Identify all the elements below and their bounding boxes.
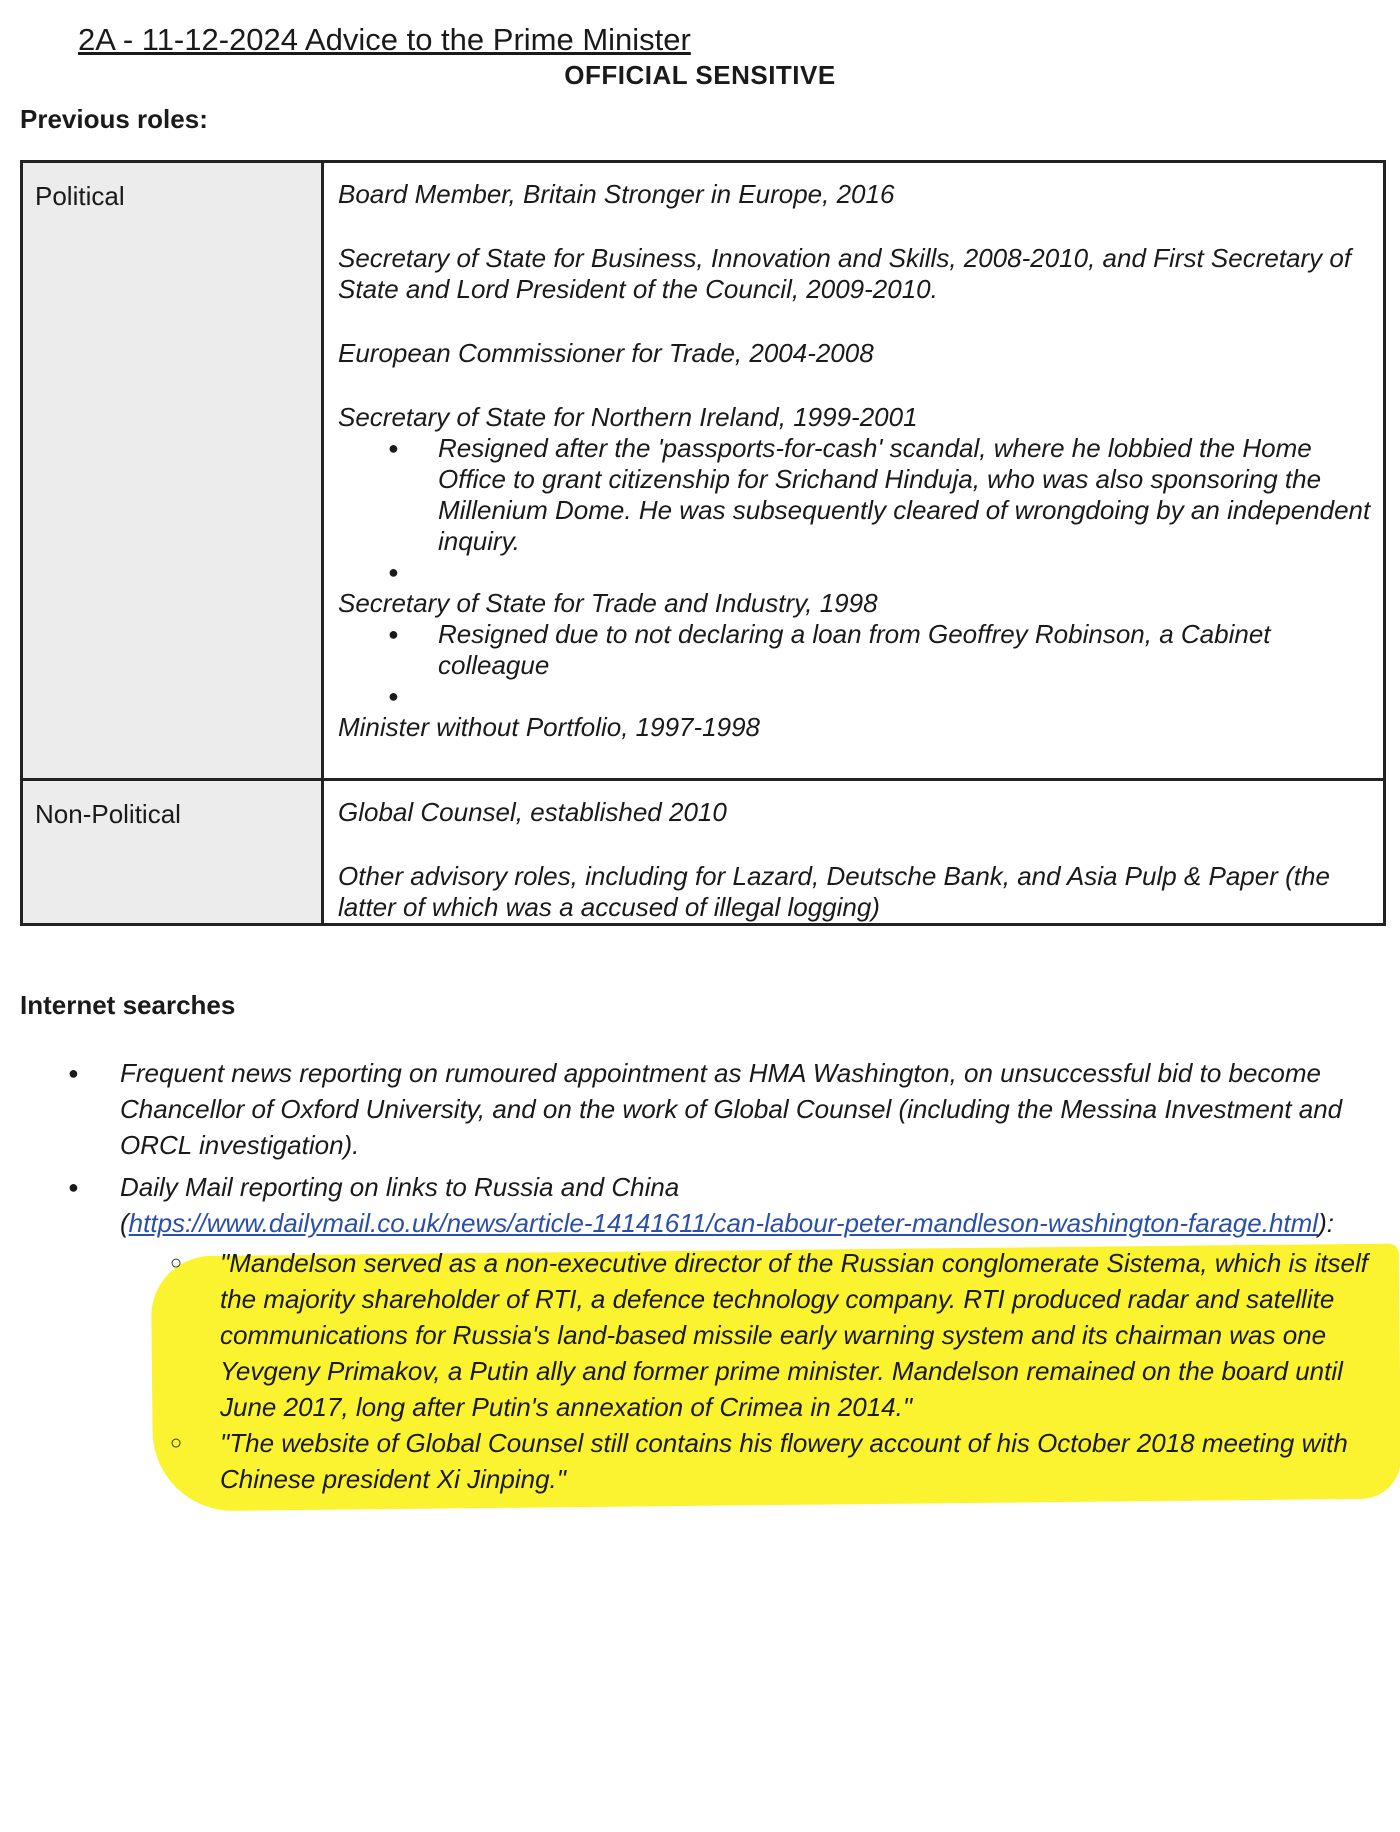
- quote-text: "Mandelson served as a non-executive director of the Russian conglomerate Sistema, which is itself the majority shareholder of RTI, a defence technology company. RTI produced radar and satellite communications for Russia's land-based missile early warning system and its chairman was one Yevgeny Primakov, a Putin ally and former prime minister. Mandelson remained on the board until June 2017, long after Putin's annexation of Crimea in 2014.": [220, 1248, 1369, 1422]
- role-title: Secretary of State for Business, Innovation and Skills, 2008-2010, and First Secretary of State and Lord President of the Council, 2009-2010.: [338, 243, 1352, 304]
- role-title: Other advisory roles, including for Lazard, Deutsche Bank, and Asia Pulp & Paper (the latter of which was a accused of illegal logging): [338, 861, 1330, 922]
- category-label-political: Political: [35, 181, 125, 211]
- hollow-bullet-icon: ○: [170, 1252, 183, 1274]
- role-title: Board Member, Britain Stronger in Europe, 2016: [338, 179, 895, 209]
- non-political-row: [22, 780, 1385, 925]
- quote-text: "The website of Global Counsel still contains his flowery account of his October 2018 meeting with Chinese president Xi Jinping.": [220, 1428, 1348, 1494]
- category-label-non-political: Non-Political: [35, 799, 181, 829]
- daily-mail-link[interactable]: https://www.dailymail.co.uk/news/article-14141611/can-labour-peter-mandleson-washington-farage.html: [128, 1208, 1319, 1238]
- role-entry: [338, 712, 1371, 743]
- role-title: Secretary of State for Trade and Industry, 1998: [338, 588, 878, 618]
- list-item: [60, 1055, 1370, 1163]
- roles-table: [20, 160, 1386, 926]
- roles-cell-political: [323, 162, 1385, 780]
- role-entry: [338, 402, 1371, 588]
- search-item-text: Daily Mail reporting on links to Russia and China: [120, 1172, 680, 1202]
- role-entry: [338, 797, 1371, 828]
- classification-marking: OFFICIAL SENSITIVE: [564, 60, 836, 90]
- list-item: [60, 1169, 1370, 1497]
- quote-item: [120, 1245, 1370, 1425]
- role-notes: [338, 433, 1371, 588]
- role-note: ● Resigned due to not declaring a loan from Geoffrey Robinson, a Cabinet colleague: [338, 619, 1371, 681]
- bullet-icon: ●: [68, 1177, 79, 1197]
- document-title: 2A - 11-12-2024 Advice to the Prime Minister: [78, 22, 691, 57]
- role-title: Minister without Portfolio, 1997-1998: [338, 712, 761, 742]
- role-notes: [338, 619, 1371, 712]
- empty-bullet: [338, 557, 1371, 588]
- link-open-paren: (: [120, 1208, 129, 1238]
- role-title: Global Counsel, established 2010: [338, 797, 727, 827]
- role-entry: [338, 179, 1371, 210]
- role-title: European Commissioner for Trade, 2004-2008: [338, 338, 874, 368]
- role-entry: [338, 588, 1371, 712]
- role-entry: [338, 338, 1371, 369]
- roles-cell-non-political: [323, 780, 1385, 925]
- category-cell: [22, 162, 323, 780]
- role-title: Secretary of State for Northern Ireland, 1999-2001: [338, 402, 918, 432]
- hollow-bullet-icon: ○: [170, 1432, 183, 1454]
- internet-searches-list: [60, 1055, 1370, 1503]
- quote-item: [120, 1425, 1370, 1497]
- political-row: [22, 162, 1385, 780]
- link-close-paren: ):: [1318, 1208, 1334, 1238]
- category-cell: [22, 780, 323, 925]
- previous-roles-heading: Previous roles:: [20, 104, 208, 134]
- role-entry: [338, 243, 1371, 305]
- search-item-text: Frequent news reporting on rumoured appointment as HMA Washington, on unsuccessful bid to become Chancellor of Oxford University, and on the work of Global Counsel (including the Messina Investment and ORCL investigation).: [120, 1058, 1343, 1160]
- role-note: ● Resigned after the 'passports-for-cash' scandal, where he lobbied the Home Office to grant citizenship for Srichand Hinduja, who was also sponsoring the Millenium Dome. He was subsequently cleared of wrongdoing by an independent inquiry.: [338, 433, 1371, 557]
- quote-list: [120, 1245, 1370, 1497]
- role-entry: [338, 861, 1371, 923]
- bullet-icon: ●: [68, 1063, 79, 1083]
- empty-bullet: [338, 681, 1371, 712]
- internet-searches-heading: Internet searches: [20, 990, 236, 1020]
